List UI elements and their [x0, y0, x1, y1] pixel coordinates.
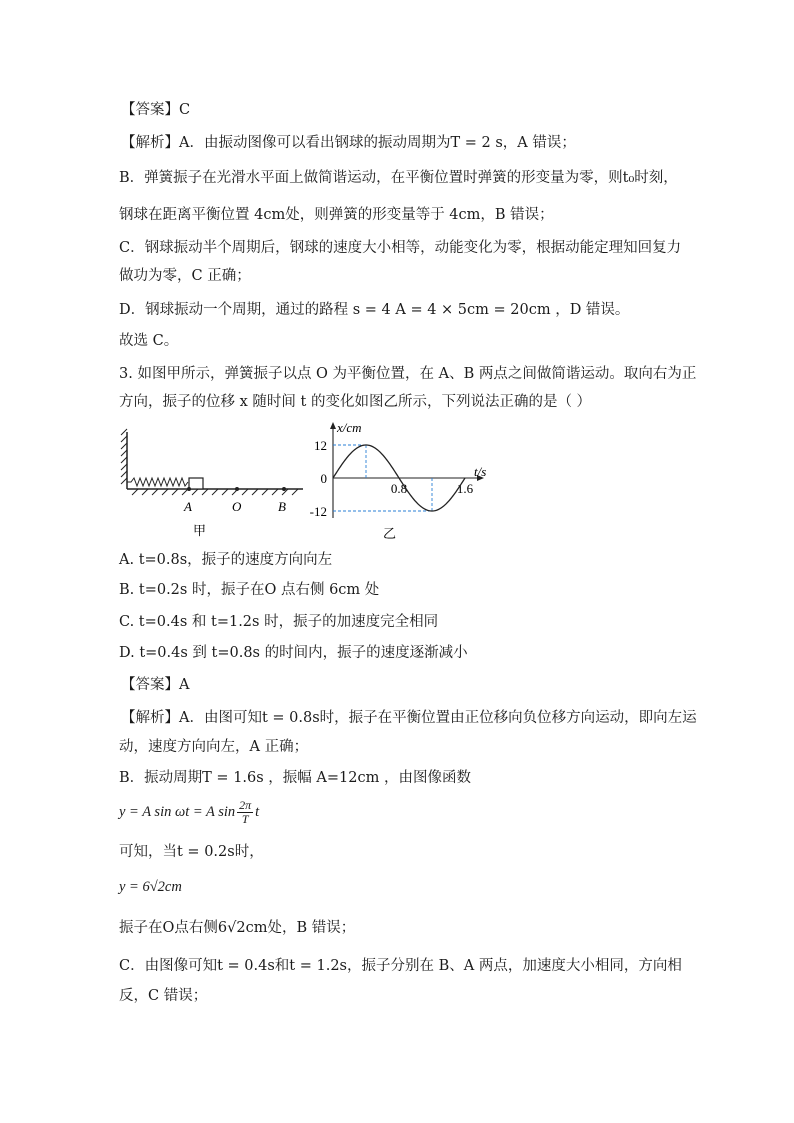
y-tick-label: 12 — [314, 438, 327, 453]
y-axis-arrow — [330, 422, 336, 429]
y-axis-label: x/cm — [337, 420, 362, 435]
q2-explanation-line: 做功为零，C 正确； — [119, 268, 251, 284]
label-o: O — [232, 499, 242, 514]
q3-explanation-line: 可知，当t = 0.2s时， — [119, 844, 264, 860]
q3-explanation-line: B．振动周期T = 1.6s ，振幅 A=12cm ，由图像函数 — [119, 770, 471, 786]
option-a: A. t=0.8s，振子的速度方向向左 — [119, 552, 333, 568]
q3-explanation-line: 【解析】A．由图可知t = 0.8s时，振子在平衡位置由正位移向负位移方向运动，即向左运 — [121, 710, 697, 726]
point-o — [235, 487, 239, 491]
y-tick-label: -12 — [309, 504, 327, 519]
answer-label-q3: 【答案】A — [121, 677, 190, 693]
q3-explanation-line: 动，速度方向向左，A 正确； — [119, 739, 309, 755]
x-axis-label: t/s — [474, 464, 487, 479]
x-tick-label: 0.8 — [390, 481, 408, 496]
figure-displacement-chart — [300, 418, 510, 548]
fraction-denominator: T — [241, 811, 249, 826]
fraction-numerator: 2π — [239, 797, 252, 812]
equation-left: y = A sin ωt = A sin — [119, 804, 236, 820]
figure-spring-oscillator — [118, 425, 313, 550]
q3-explanation-line: 反，C 错误； — [119, 988, 208, 1004]
spring — [127, 478, 188, 486]
floor — [127, 489, 303, 495]
answer-label-q2: 【答案】C — [121, 102, 191, 118]
q2-explanation-line: 【解析】A．由振动图像可以看出钢球的振动周期为T = 2 s，A 错误； — [121, 135, 576, 151]
option-b: B. t=0.2s 时，振子在O 点右侧 6cm 处 — [119, 582, 380, 598]
q2-explanation-line: C．钢球振动半个周期后，钢球的速度大小相等，动能变化为零，根据动能定理知回复力 — [119, 240, 682, 256]
point-b — [282, 487, 286, 491]
caption-jia: 甲 — [193, 524, 207, 539]
q3-explanation-line: C．由图像可知t = 0.4s和t = 1.2s，振子分别在 B、A 两点，加速度大小相同，方向相 — [119, 958, 682, 974]
q3-explanation-line: 振子在O点右侧6√2cm处，B 错误； — [119, 920, 356, 936]
equation-fraction — [237, 799, 253, 826]
oscillator-block — [189, 478, 203, 489]
option-d: D. t=0.4s 到 t=0.8s 的时间内，振子的速度逐渐减小 — [119, 645, 468, 661]
q2-explanation-line: 故选 C。 — [119, 333, 179, 349]
q2-explanation-line: D．钢球振动一个周期，通过的路程 s = 4 A = 4 × 5cm = 20cm ，D 错误。 — [119, 302, 630, 318]
y-tick-label: 0 — [320, 471, 327, 486]
equation-tail: t — [255, 804, 260, 820]
q2-explanation-line: B．弹簧振子在光滑水平面上做简谐运动，在平衡位置时弹簧的形变量为零，则t₀时刻， — [119, 170, 678, 186]
equation-displacement — [119, 797, 259, 827]
option-c: C. t=0.4s 和 t=1.2s 时，振子的加速度完全相同 — [119, 614, 439, 630]
question-3-stem: 3. 如图甲所示，弹簧振子以点 O 为平衡位置，在 A、B 两点之间做简谐运动。取向右为正 — [119, 366, 697, 382]
label-b: B — [278, 499, 286, 514]
question-3-stem: 方向，振子的位移 x 随时间 t 的变化如图乙所示，下列说法正确的是（ ） — [119, 394, 592, 410]
x-tick-label: 1.6 — [456, 481, 474, 496]
label-a: A — [184, 499, 192, 514]
caption-yi: 乙 — [383, 527, 397, 542]
wall — [121, 429, 127, 489]
equation-result: y = 6√2cm — [119, 879, 182, 895]
point-a — [187, 487, 191, 491]
q2-explanation-line: 钢球在距离平衡位置 4cm处，则弹簧的形变量等于 4cm，B 错误； — [119, 207, 554, 223]
